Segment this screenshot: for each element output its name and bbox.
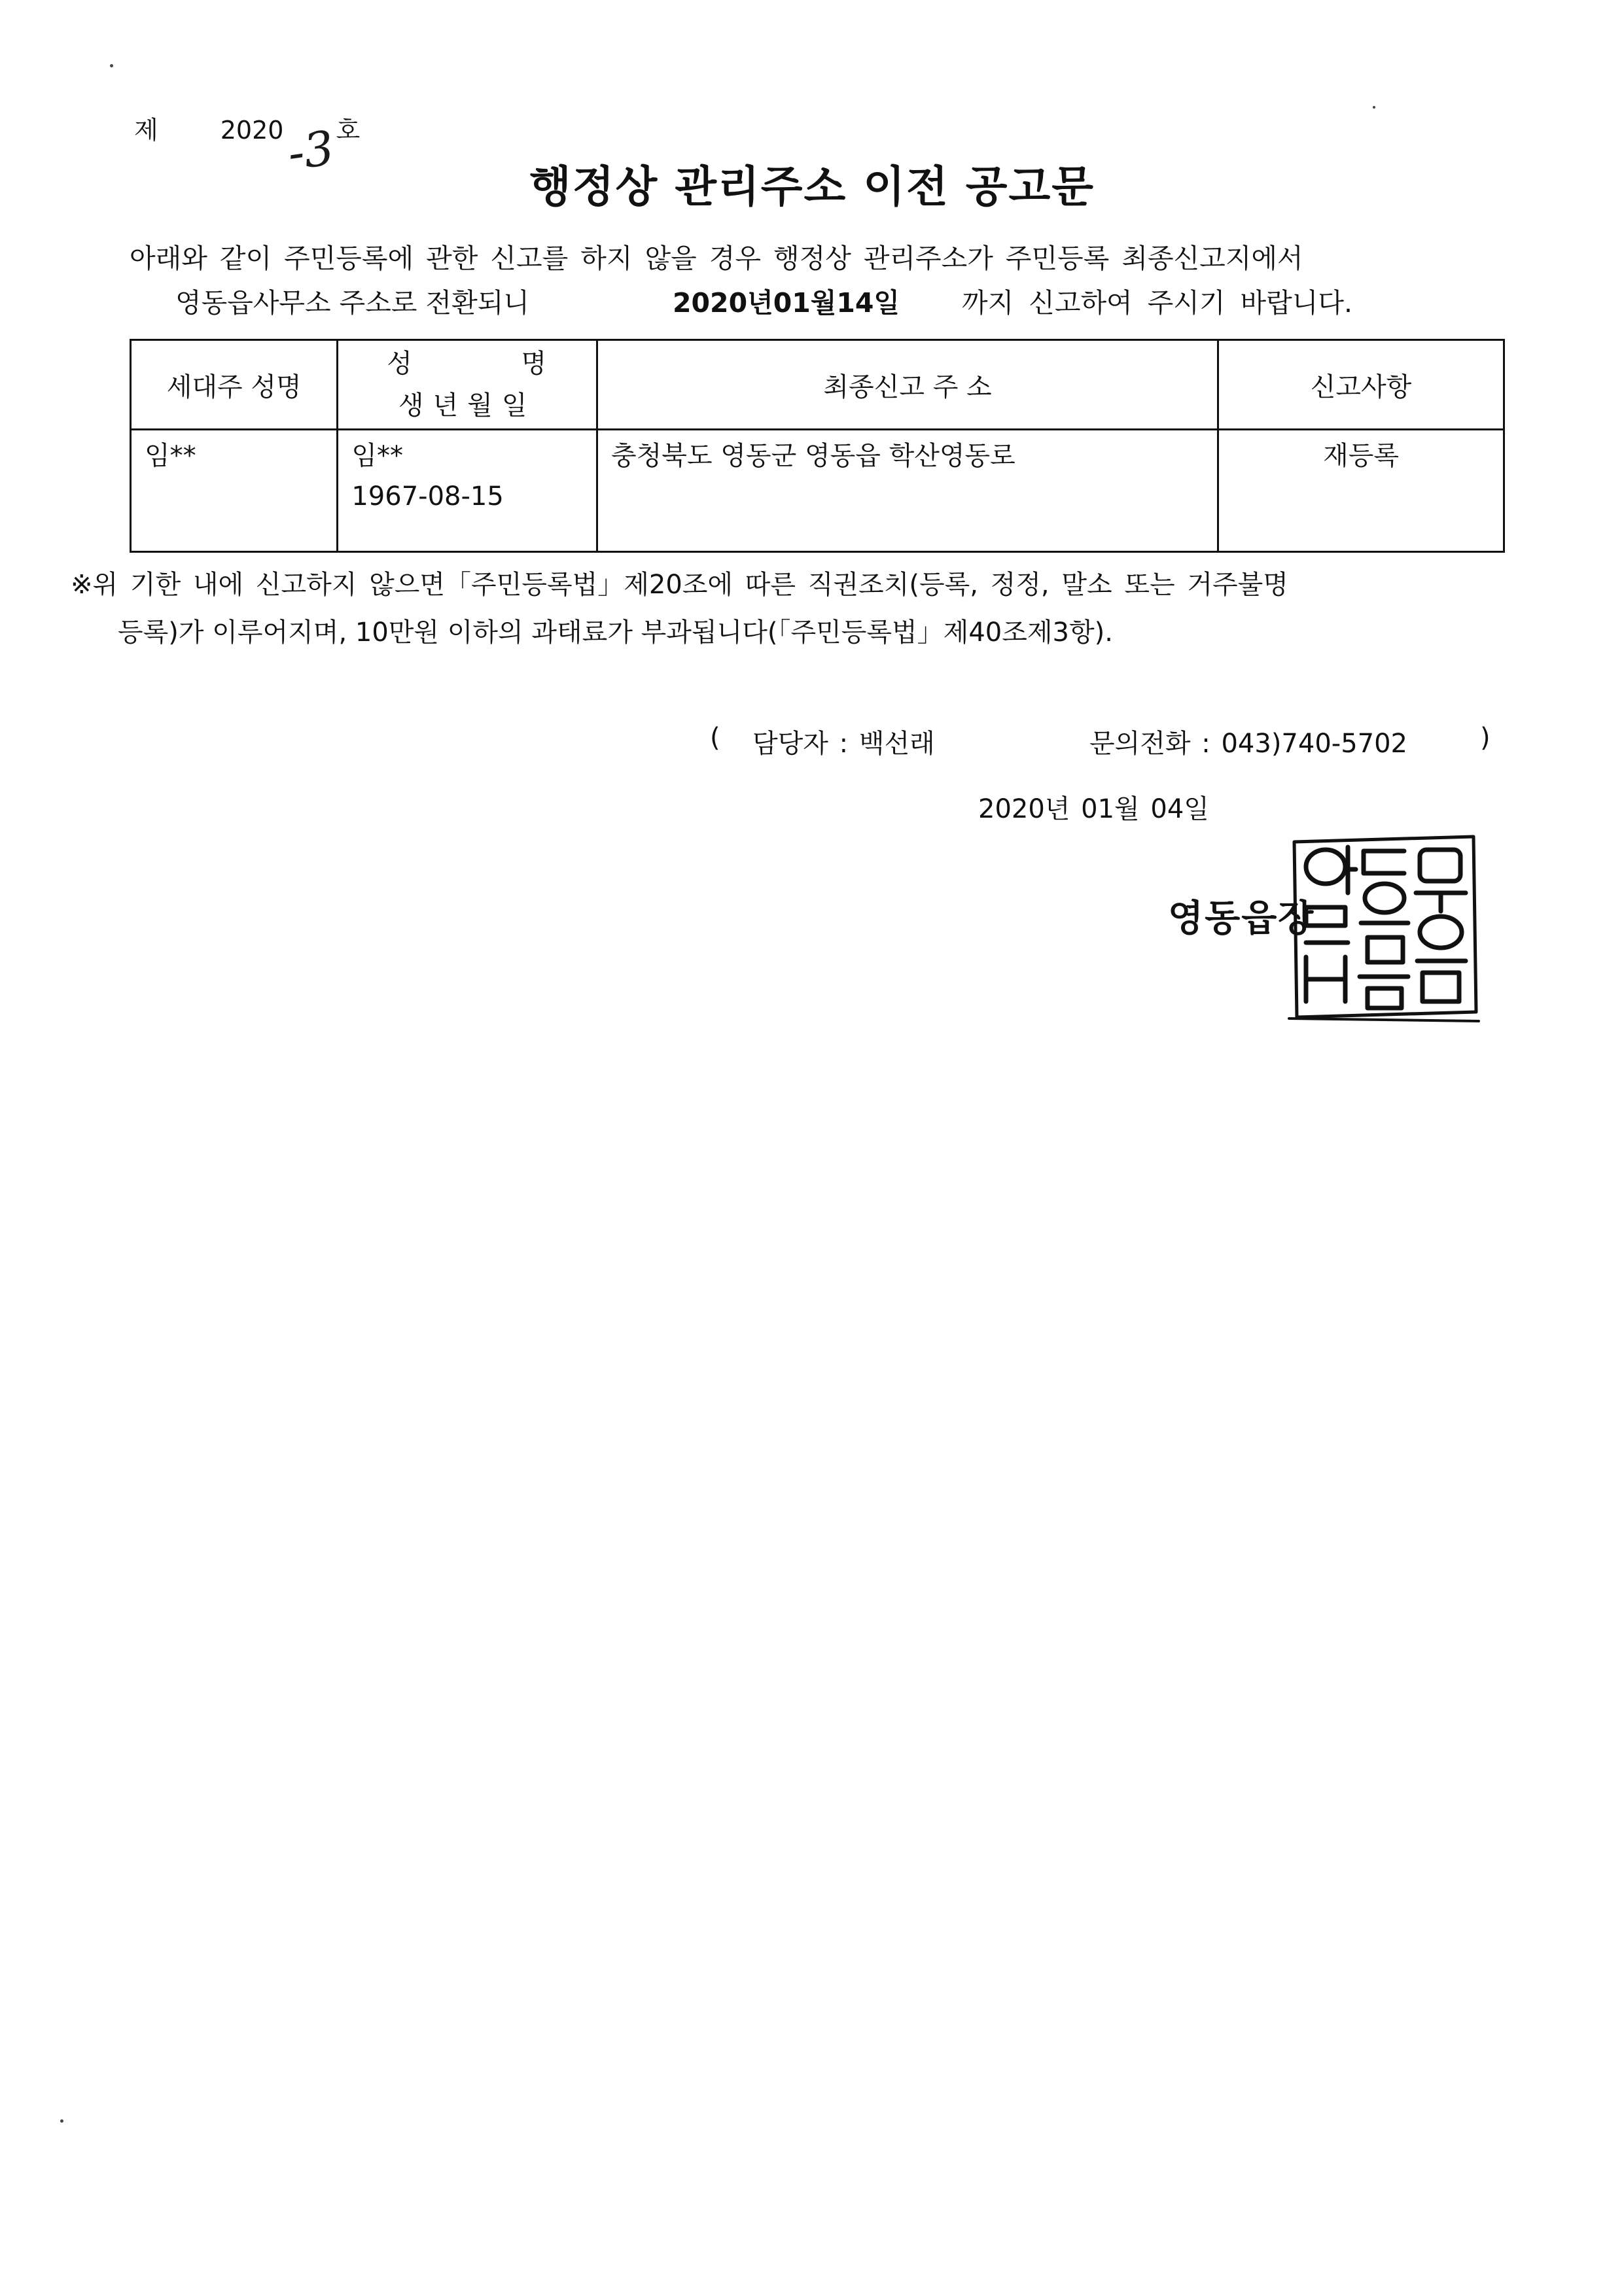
header-name: 성 명 — [387, 349, 548, 379]
header-householder: 세대주 성명 — [131, 340, 338, 430]
intro-text-line1: 아래와 같이 주민등록에 관한 신고를 하지 않을 경우 행정상 관리주소가 주민등록 최종신고지에서 — [130, 243, 1303, 274]
scan-speck — [1373, 106, 1375, 109]
report-deadline: 2020년01월14일 — [673, 287, 900, 319]
header-name-birth — [338, 340, 597, 430]
cell-name-birth — [338, 430, 597, 552]
document-number-year: 2020 — [220, 116, 284, 145]
issue-date: 2020년 01월 04일 — [978, 794, 1209, 824]
cell-householder: 임** — [131, 430, 338, 552]
table-header-row — [131, 340, 1504, 430]
issuer-name: 영동읍장 — [1168, 897, 1315, 940]
footnote-line2: 등록)가 이루어지며, 10만원 이하의 과태료가 부과됩니다(「주민등록법」제40조제3항). — [118, 617, 1113, 648]
intro-text-line2: 영동읍사무소 주소로 전환되니 — [175, 287, 529, 319]
contact-person: 담당자 : 백선래 — [752, 729, 935, 759]
handwritten-document-number: -3 — [284, 120, 338, 181]
footnote-line1: ※위 기한 내에 신고하지 않으면「주민등록법」제20조에 따른 직권조치(등록, 정정, 말소 또는 거주불명 — [71, 570, 1288, 600]
cell-birth: 1967-08-15 — [351, 481, 504, 512]
document-number-suffix: 호 — [336, 116, 361, 145]
cell-name: 임** — [351, 441, 403, 471]
header-birth: 생년월일 — [398, 391, 537, 421]
page-title: 행정상 관리주소 이전 공고문 — [529, 162, 1095, 212]
table-row — [131, 430, 1504, 552]
header-report: 신고사항 — [1218, 340, 1504, 430]
cell-report: 재등록 — [1218, 430, 1504, 552]
scan-speck — [60, 2119, 63, 2123]
contact-close-paren: ) — [1480, 723, 1491, 753]
contact-phone: 문의전화 : 043)740-5702 — [1089, 729, 1407, 759]
intro-text-line2-end: 까지 신고하여 주시기 바랍니다. — [962, 287, 1353, 319]
contact-open-paren: ( — [710, 723, 720, 753]
header-address: 최종신고 주 소 — [597, 340, 1218, 430]
document-number-prefix: 제 — [134, 116, 158, 145]
notice-table — [130, 339, 1505, 553]
official-seal-icon — [1282, 827, 1485, 1024]
cell-address: 충청북도 영동군 영동읍 학산영동로 — [597, 430, 1218, 552]
scan-speck — [110, 64, 113, 67]
